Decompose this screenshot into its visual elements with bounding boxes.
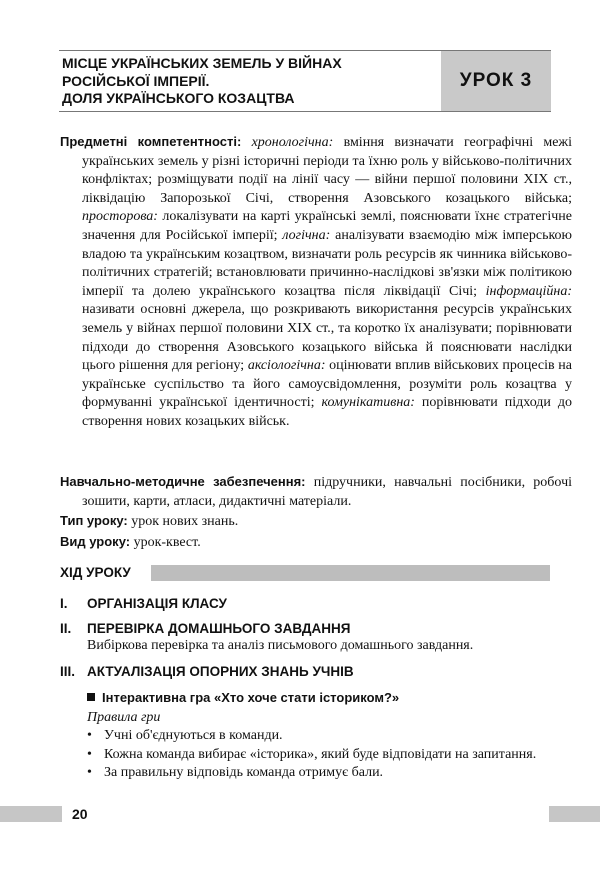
- competency-chronological: хронологічна:: [251, 135, 334, 150]
- list-item: [87, 727, 549, 746]
- step-3-number: III.: [60, 664, 76, 679]
- step-3-title: АКТУАЛІЗАЦІЯ ОПОРНИХ ЗНАНЬ УЧНІВ: [87, 664, 354, 679]
- step-2-description: Вибіркова перевірка та аналіз письмового домашнього завдання.: [87, 638, 474, 653]
- game-title: Інтерактивна гра «Хто хоче стати істориком?»: [102, 690, 400, 705]
- competency-logical: логічна:: [282, 227, 331, 243]
- list-item: [87, 746, 549, 765]
- list-item-text: За правильну відповідь команда отримує бали.: [104, 765, 384, 780]
- list-item-text: Кожна команда вибирає «історика», який буде відповідати на запитання.: [104, 746, 537, 762]
- lesson-topic-title: [62, 55, 432, 108]
- materials-label: Навчально-методичне забезпечення:: [60, 474, 306, 489]
- materials-paragraph: [60, 473, 572, 511]
- step-3: [60, 664, 354, 679]
- title-line-3: ДОЛЯ УКРАЇНСЬКОГО КОЗАЦТВА: [62, 90, 295, 106]
- lesson-type: [60, 513, 238, 530]
- bullet-icon: •: [87, 746, 92, 762]
- rules-label: Правила гри: [87, 710, 161, 725]
- section-divider-bar: [151, 565, 550, 581]
- section-title: ХІД УРОКУ: [60, 565, 131, 580]
- lesson-type-label: Тип уроку:: [60, 513, 128, 528]
- competency-communicative: комунікативна:: [321, 395, 415, 411]
- lesson-type-text: урок нових знань.: [127, 514, 239, 529]
- competency-chronological-text: вміння визначати географічні межі українських земель у різні історичні періоди та їхню роль у військово-політичних конфліктах; розміщувати події на лінії часу — війни першої половини XIX ст., ліквідацію Запорозької Січі, створення Азовського козацького війська;: [82, 135, 572, 206]
- rules-list: [87, 727, 549, 783]
- bullet-icon: •: [87, 765, 92, 780]
- competency-informational: інформаційна:: [485, 283, 572, 299]
- step-2: [60, 621, 351, 636]
- list-item: [87, 764, 549, 783]
- lesson-kind: [60, 534, 201, 551]
- lesson-number: УРОК 3: [459, 70, 533, 91]
- footer-bar-left: [0, 806, 62, 822]
- competency-axiological-text: оцінювати вплив військових процесів на українське суспільство та його самоусвідомлення, розуміти роль козацтва у формуванні української ідентичності;: [82, 358, 572, 411]
- competencies-paragraph: [60, 133, 572, 432]
- materials-text: підручники, навчальні посібники, робочі зошити, карти, атласи, дидактичні матеріали.: [82, 475, 572, 509]
- competency-logical-text: аналізувати взаємодію між імперською владою та українським козацтвом, визначати роль ресурсів як чинника військово-політичних стратегій; встановлювати причинно-наслідкові зв'язки між політикою імперії та долею українського козацтва після ліквідації Січі;: [82, 227, 572, 299]
- step-2-number: II.: [60, 621, 72, 636]
- list-item-text: Учні об'єднуються в команди.: [104, 728, 283, 743]
- step-2-title: ПЕРЕВІРКА ДОМАШНЬОГО ЗАВДАННЯ: [87, 621, 351, 636]
- title-line-1: МІСЦЕ УКРАЇНСЬКИХ ЗЕМЕЛЬ У ВІЙНАХ: [62, 55, 342, 71]
- game-heading: [87, 690, 399, 705]
- step-1-title: ОРГАНІЗАЦІЯ КЛАСУ: [87, 596, 227, 611]
- bullet-icon: •: [87, 728, 92, 743]
- competency-informational-text: називати основні джерела, що розкривають використання ресурсів українських земель у війнах першої половини XIX ст., та коротко їх аналізувати; порівнювати підходи до створення Азовського козацького війська й пояснювати наслідки цього рішення для регіону;: [82, 302, 572, 374]
- lesson-kind-text: урок-квест.: [130, 535, 201, 550]
- lesson-kind-label: Вид уроку:: [60, 534, 131, 549]
- step-1: [60, 596, 227, 611]
- competency-spatial-text: локалізувати на карті українські землі, пояснювати їхнє стратегічне значення для Російської імперії;: [82, 209, 572, 243]
- lesson-number-box: [441, 51, 551, 111]
- square-bullet-icon: [87, 693, 95, 701]
- step-1-number: I.: [60, 596, 68, 611]
- lesson-header: [59, 50, 551, 112]
- competency-communicative-text: порівнювати підходи до створення нових козацьких військ.: [82, 395, 573, 429]
- competencies-label: Предметні компетентності:: [60, 134, 242, 149]
- competency-spatial: просторова:: [82, 209, 158, 225]
- footer-bar-right: [549, 806, 600, 822]
- title-line-2: РОСІЙСЬКОЇ ІМПЕРІЇ.: [62, 72, 210, 89]
- competency-axiological: аксіологічна:: [247, 358, 326, 374]
- page-number: 20: [72, 806, 88, 822]
